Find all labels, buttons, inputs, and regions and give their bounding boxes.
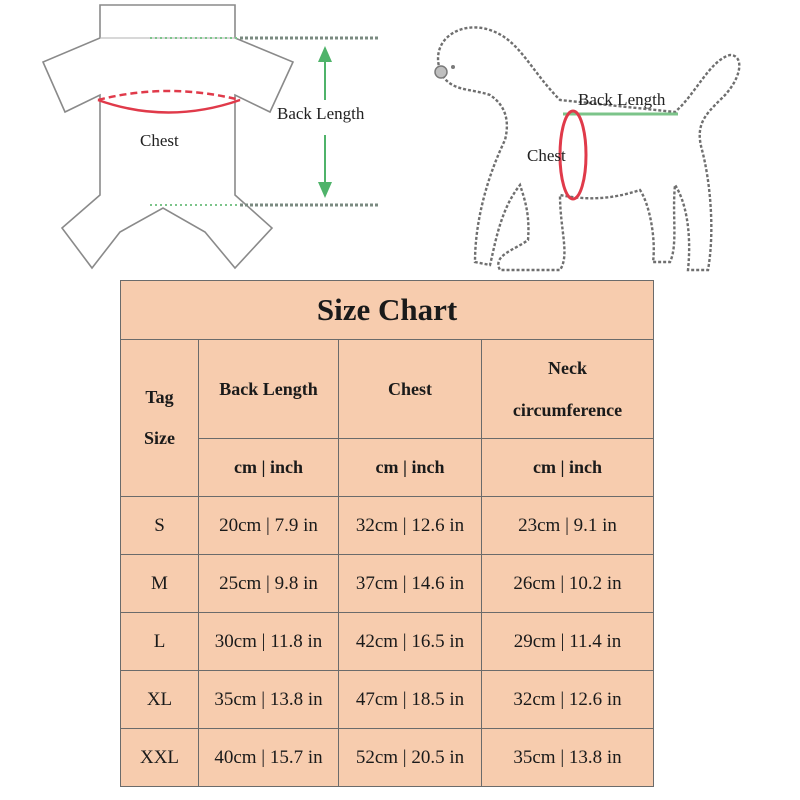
tag-header-line: Tag [145,387,174,407]
size-header-line: Size [144,428,175,448]
size-chart [120,280,653,787]
size-chart-table [120,280,654,787]
dog-outline-icon [410,0,800,280]
size-cell: L [121,613,199,671]
back-length-cell: 40cm | 15.7 in [199,729,339,787]
neck-unit: cm | inch [482,439,654,497]
chest-cell: 32cm | 12.6 in [339,497,482,555]
table-row [121,671,654,729]
chest-header: Chest [339,340,482,439]
size-cell: S [121,497,199,555]
size-cell: M [121,555,199,613]
table-row [121,729,654,787]
neck-cell: 29cm | 11.4 in [482,613,654,671]
chest-cell: 37cm | 14.6 in [339,555,482,613]
dog-back-length-label: Back Length [578,90,666,109]
neck-header-line2: circumference [512,400,623,420]
garment-chest-label: Chest [140,131,179,150]
back-length-unit: cm | inch [199,439,339,497]
neck-header-line1: Neck [548,358,588,378]
back-length-header: Back Length [199,340,339,439]
tag-size-header [121,340,199,497]
garment-diagram [0,0,400,280]
chest-cell: 52cm | 20.5 in [339,729,482,787]
chest-cell: 47cm | 18.5 in [339,671,482,729]
back-length-cell: 20cm | 7.9 in [199,497,339,555]
garment-outline-icon [0,0,400,280]
table-row [121,555,654,613]
chest-unit: cm | inch [339,439,482,497]
neck-cell: 35cm | 13.8 in [482,729,654,787]
garment-back-length-label: Back Length [277,104,365,123]
neck-cell: 32cm | 12.6 in [482,671,654,729]
back-length-cell: 30cm | 11.8 in [199,613,339,671]
dog-chest-label: Chest [527,146,566,165]
size-cell: XXL [121,729,199,787]
dog-diagram [410,0,800,280]
size-cell: XL [121,671,199,729]
back-length-cell: 35cm | 13.8 in [199,671,339,729]
table-row [121,497,654,555]
neck-cell: 26cm | 10.2 in [482,555,654,613]
chest-cell: 42cm | 16.5 in [339,613,482,671]
neck-header [482,340,654,439]
table-row [121,613,654,671]
size-chart-title: Size Chart [121,281,654,340]
neck-cell: 23cm | 9.1 in [482,497,654,555]
back-length-cell: 25cm | 9.8 in [199,555,339,613]
